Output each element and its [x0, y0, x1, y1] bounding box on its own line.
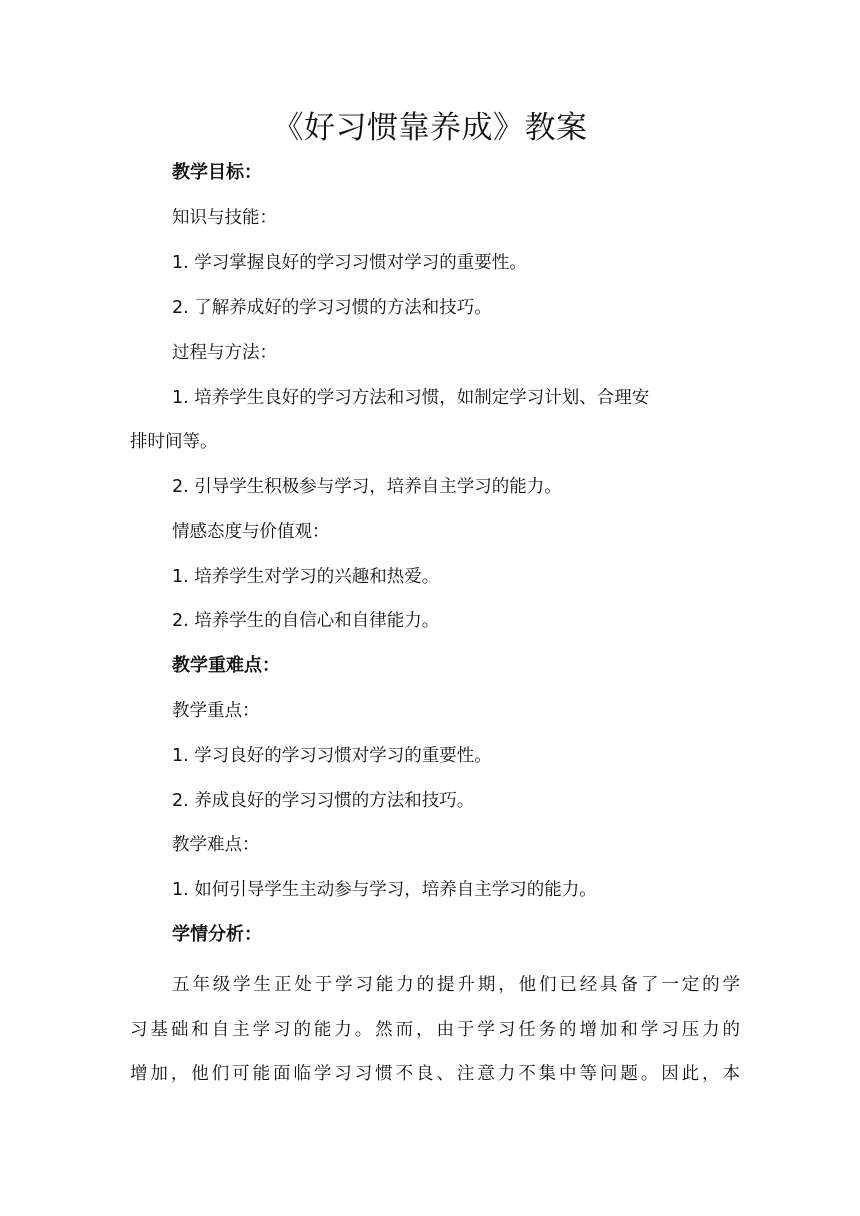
knowledge-item-2: 2. 了解养成好的学习习惯的方法和技巧。 [172, 298, 492, 318]
teaching-focus-label: 教学重点： [172, 701, 260, 721]
difficulty-item-1: 1. 如何引导学生主动参与学习，培养自主学习的能力。 [172, 880, 597, 900]
analysis-line-1: 五年级学生正处于学习能力的提升期，他们已经具备了一定的学 [172, 975, 740, 995]
focus-item-1: 1. 学习良好的学习习惯对学习的重要性。 [172, 746, 492, 766]
teaching-difficulty-label: 教学难点： [172, 835, 260, 855]
process-item-2: 2. 引导学生积极参与学习，培养自主学习的能力。 [172, 477, 562, 497]
key-points-heading: 教学重难点： [172, 655, 280, 676]
emotion-values-label: 情感态度与价值观： [172, 522, 330, 542]
analysis-paragraph [130, 963, 740, 1097]
document-title: 《好习惯靠养成》教案 [272, 110, 588, 146]
process-item-1-continued: 排时间等。 [130, 432, 218, 452]
analysis-line-2: 习基础和自主学习的能力。然而，由于学习任务的增加和学习压力的 [130, 1019, 740, 1040]
emotion-item-2: 2. 培养学生的自信心和自律能力。 [172, 611, 440, 631]
focus-item-2: 2. 养成良好的学习习惯的方法和技巧。 [172, 791, 475, 811]
analysis-line-3: 增加，他们可能面临学习习惯不良、注意力不集中等问题。因此，本 [130, 1064, 740, 1084]
analysis-heading: 学情分析： [172, 924, 262, 945]
knowledge-item-1: 1. 学习掌握良好的学习习惯对学习的重要性。 [172, 253, 527, 273]
knowledge-skills-label: 知识与技能： [172, 208, 277, 228]
objectives-heading: 教学目标： [172, 162, 262, 183]
emotion-item-1: 1. 培养学生对学习的兴趣和热爱。 [172, 567, 440, 587]
process-item-1: 1. 培养学生良好的学习方法和习惯，如制定学习计划、合理安 [172, 388, 650, 408]
process-methods-label: 过程与方法： [172, 343, 277, 363]
